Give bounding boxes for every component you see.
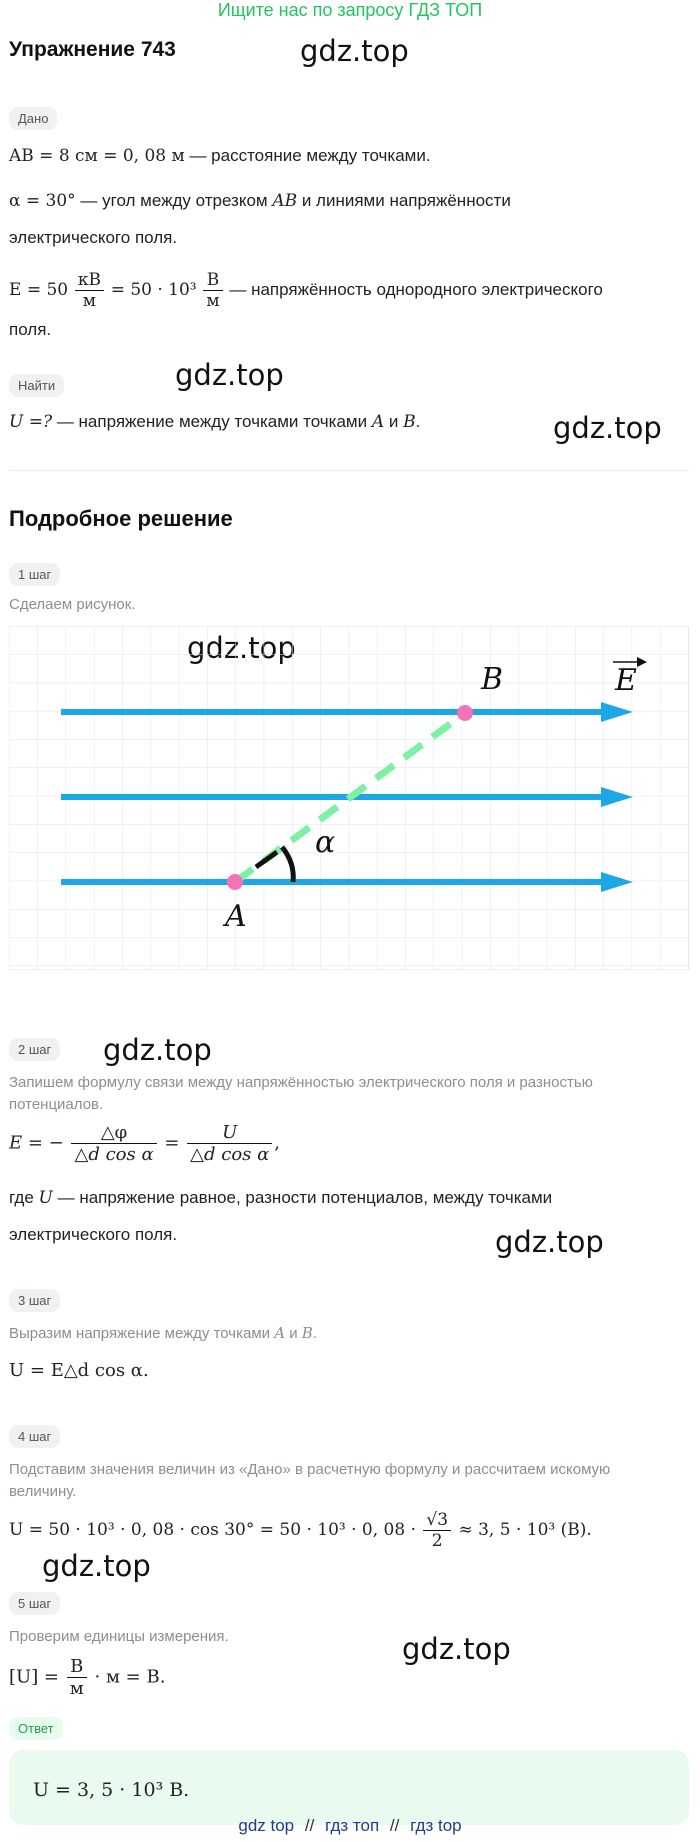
step-4-text-2: величину. bbox=[9, 1483, 77, 1500]
step-2-text-1: Запишем формулу связи между напряжённостью электрического поля и разностью bbox=[9, 1074, 593, 1091]
step-5-chip: 5 шаг bbox=[9, 1592, 60, 1615]
divider bbox=[9, 470, 689, 471]
label-b: B bbox=[481, 662, 504, 697]
footer-link-2[interactable]: гдз топ bbox=[325, 1816, 380, 1835]
given-line-5: поля. bbox=[9, 320, 52, 339]
watermark: gdz.top bbox=[495, 1225, 604, 1259]
step-4-formula: U = 50 · 10³ · 0, 08 · cos 30° = 50 · 10³ · 0, 08 · $\frac{√3}{2}$ ≈ 3, 5 · 10³ (В). bbox=[9, 1510, 592, 1551]
find-line: U =? — напряжение между точками точками A и B. bbox=[9, 412, 421, 432]
step-2-text-2: потенциалов. bbox=[9, 1096, 104, 1113]
footer-links bbox=[0, 1816, 700, 1836]
given-chip: Дано bbox=[9, 107, 57, 130]
watermark: gdz.top bbox=[103, 1033, 212, 1067]
watermark: gdz.top bbox=[402, 1632, 511, 1666]
step-3-formula: U = E△d cos α. bbox=[9, 1360, 149, 1381]
step-2-where-2: электрического поля. bbox=[9, 1225, 178, 1244]
step-2-where-1: где U — напряжение равное, разности потенциалов, между точками bbox=[9, 1188, 553, 1208]
watermark: gdz.top bbox=[300, 34, 409, 68]
point-a bbox=[227, 874, 243, 890]
solution-title: Подробное решение bbox=[9, 506, 233, 531]
watermark: gdz.top bbox=[553, 411, 662, 445]
step-4-chip: 4 шаг bbox=[9, 1425, 60, 1448]
footer-separator: // bbox=[304, 1816, 315, 1835]
given-line-1: AB = 8 см = 0, 08 м — расстояние между точками. bbox=[9, 146, 431, 166]
find-chip: Найти bbox=[9, 374, 64, 397]
footer-separator: // bbox=[389, 1816, 400, 1835]
answer-formula: U = 3, 5 · 10³ В. bbox=[33, 1779, 190, 1801]
given-line-3: электрического поля. bbox=[9, 228, 178, 247]
given-line-2: α = 30° — угол между отрезком AB и линиями напряжённости bbox=[9, 191, 511, 211]
step-3-chip: 3 шаг bbox=[9, 1289, 60, 1312]
label-alpha: α bbox=[315, 825, 336, 860]
watermark: gdz.top bbox=[42, 1549, 151, 1583]
step-5-text: Проверим единицы измерения. bbox=[9, 1628, 229, 1645]
step-2-chip: 2 шаг bbox=[9, 1038, 60, 1061]
footer-link-1[interactable]: gdz top bbox=[238, 1816, 295, 1835]
step-4-text-1: Подставим значения величин из «Дано» в расчетную формулу и рассчитаем искомую bbox=[9, 1461, 611, 1478]
page-title: Упражнение 743 bbox=[9, 38, 176, 61]
given-line-4: E = 50 $\frac{кВ}{м}$ = 50 · 10³ $\frac{В}{м}$ — напряжённость однородного электрического bbox=[9, 270, 603, 311]
step-1-chip: 1 шаг bbox=[9, 563, 60, 586]
top-banner[interactable]: Ищите нас по запросу ГДЗ ТОП bbox=[217, 0, 483, 20]
step-1-text: Сделаем рисунок. bbox=[9, 596, 136, 613]
step-2-formula: E = − $\frac{\triangle\varphi}{\text{△d cos α}}$ = $\frac{U}{\text{△d cos α}}$ , bbox=[9, 1122, 281, 1165]
point-b bbox=[457, 705, 473, 721]
footer-link-3[interactable]: гдз top bbox=[410, 1816, 462, 1835]
label-a: A bbox=[225, 899, 247, 934]
step-3-text: Выразим напряжение между точками A и B. bbox=[9, 1324, 317, 1342]
field-figure bbox=[9, 626, 689, 970]
step-5-formula: [U] = $\frac{В}{м}$ · м = В. bbox=[9, 1656, 166, 1699]
answer-chip: Ответ bbox=[9, 1717, 63, 1740]
label-e: E bbox=[615, 663, 637, 698]
watermark: gdz.top bbox=[175, 358, 284, 392]
